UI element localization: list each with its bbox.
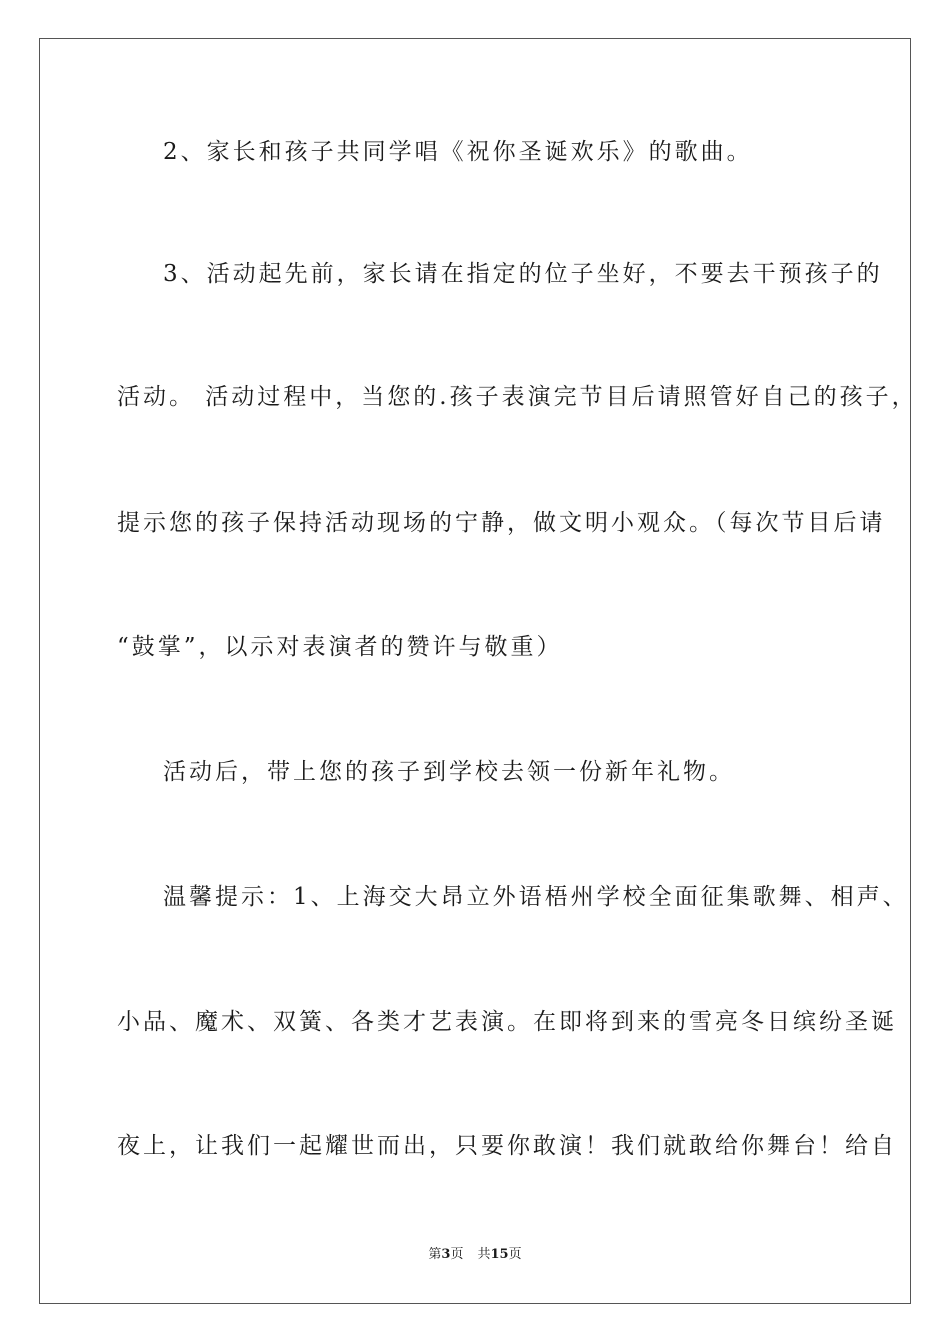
paragraph-line-1: 2、家长和孩子共同学唱《祝你圣诞欢乐》的歌曲。: [163, 139, 753, 165]
paragraph-line-7: 温馨提示：1、上海交大昂立外语梧州学校全面征集歌舞、相声、: [163, 884, 909, 910]
total-unit: 页: [508, 1247, 522, 1262]
total-prefix: 共: [477, 1247, 491, 1262]
paragraph-line-5: “鼓掌”，以示对表演者的赞许与敬重）: [117, 634, 563, 660]
paragraph-line-6: 活动后，带上您的孩子到学校去领一份新年礼物。: [163, 759, 735, 785]
paragraph-line-2: 3、活动起先前，家长请在指定的位子坐好，不要去干预孩子的: [163, 261, 883, 287]
paragraph-line-9: 夜上，让我们一起耀世而出，只要你敢演！我们就敢给你舞台！给自: [117, 1133, 897, 1159]
page-prefix: 第: [428, 1247, 442, 1262]
paragraph-line-4: 提示您的孩子保持活动现场的宁静，做文明小观众。（每次节目后请: [117, 510, 886, 536]
paragraph-line-3: 活动。 活动过程中，当您的.孩子表演完节目后请照管好自己的孩子，: [117, 384, 918, 410]
page-unit: 页: [450, 1247, 464, 1262]
current-page-number: 3: [441, 1247, 451, 1262]
page-footer: [0, 1246, 950, 1264]
page-border: [39, 38, 918, 1304]
total-page-number: 15: [490, 1247, 509, 1262]
paragraph-line-8: 小品、魔术、双簧、各类才艺表演。在即将到来的雪亮冬日缤纷圣诞: [117, 1009, 897, 1035]
